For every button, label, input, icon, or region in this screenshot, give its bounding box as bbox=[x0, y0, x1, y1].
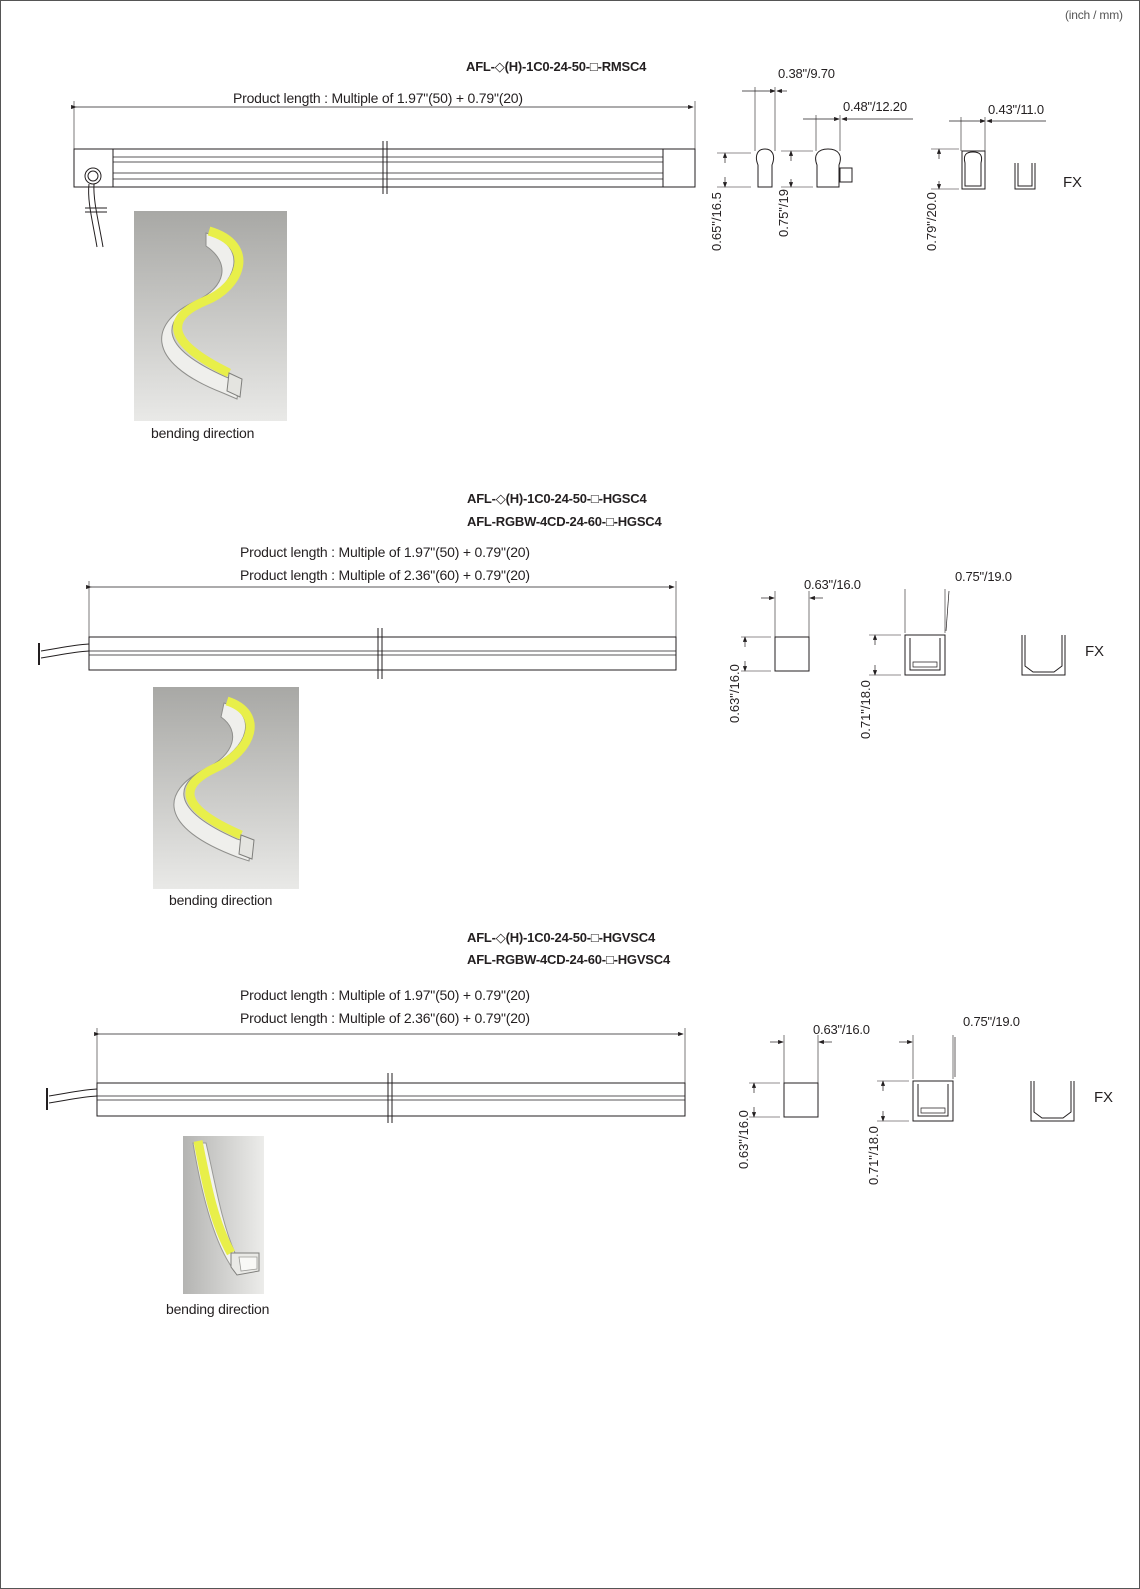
strip-side-view-hgsc4 bbox=[39, 581, 676, 679]
model-code-hgvsc4-b: AFL-RGBW-4CD-24-60-□-HGVSC4 bbox=[467, 952, 670, 967]
bending-caption-2: bending direction bbox=[169, 892, 273, 908]
model-code-hgvsc4-a: AFL-◇(H)-1C0-24-50-□-HGVSC4 bbox=[467, 930, 655, 945]
dim-width-hgvsc4-b: 0.75"/19.0 bbox=[963, 1014, 1020, 1029]
dim-width-hgsc4-a: 0.63"/16.0 bbox=[804, 577, 861, 592]
model-code-hgsc4-b: AFL-RGBW-4CD-24-60-□-HGSC4 bbox=[467, 514, 662, 529]
dim-width-hgvsc4-a: 0.63"/16.0 bbox=[813, 1022, 870, 1037]
dim-width-a: 0.38"/9.70 bbox=[778, 66, 835, 81]
fx-clip-rmsc4 bbox=[1015, 163, 1035, 189]
dim-width-c: 0.43"/11.0 bbox=[988, 102, 1044, 117]
fx-label-rmsc4: FX bbox=[1063, 174, 1082, 191]
units-label: (inch / mm) bbox=[1065, 8, 1123, 22]
dim-height-a: 0.65"/16.5 bbox=[709, 192, 724, 251]
profile-rmsc4-c bbox=[931, 117, 1046, 189]
profile-rmsc4-a bbox=[717, 87, 787, 187]
product-length-hgsc4-a: Product length : Multiple of 1.97"(50) + 0.79"(20) bbox=[240, 544, 530, 560]
bending-caption-3: bending direction bbox=[166, 1301, 270, 1317]
dim-height-hgsc4-a: 0.63"/16.0 bbox=[727, 664, 742, 723]
product-length-rmsc4: Product length : Multiple of 1.97"(50) + 0.79"(20) bbox=[233, 90, 523, 106]
profile-hgsc4-b bbox=[869, 589, 949, 675]
dim-height-hgvsc4-a: 0.63"/16.0 bbox=[736, 1110, 751, 1169]
dim-height-hgvsc4-b: 0.71"/18.0 bbox=[866, 1126, 881, 1185]
model-code-hgsc4-a: AFL-◇(H)-1C0-24-50-□-HGSC4 bbox=[467, 491, 647, 506]
bending-caption-1: bending direction bbox=[151, 425, 255, 441]
product-length-hgsc4-b: Product length : Multiple of 2.36"(60) + 0.79"(20) bbox=[240, 567, 530, 583]
dim-width-hgsc4-b: 0.75"/19.0 bbox=[955, 569, 1012, 584]
profile-rmsc4-b bbox=[781, 115, 913, 187]
fx-label-hgvsc4: FX bbox=[1094, 1089, 1113, 1106]
strip-side-view-hgvsc4 bbox=[47, 1028, 685, 1123]
profile-hgsc4-a bbox=[741, 591, 823, 671]
product-length-hgvsc4-b: Product length : Multiple of 2.36"(60) + 0.79"(20) bbox=[240, 1010, 530, 1026]
model-code-rmsc4: AFL-◇(H)-1C0-24-50-□-RMSC4 bbox=[466, 59, 647, 74]
fx-clip-hgvsc4 bbox=[1031, 1081, 1074, 1121]
bending-photo-1 bbox=[134, 211, 287, 421]
fx-label-hgsc4: FX bbox=[1085, 643, 1104, 660]
bending-photo-2 bbox=[153, 687, 299, 889]
profile-hgvsc4-a bbox=[749, 1035, 832, 1117]
product-length-hgvsc4-a: Product length : Multiple of 1.97"(50) + 0.79"(20) bbox=[240, 987, 530, 1003]
profile-hgvsc4-b bbox=[877, 1035, 955, 1121]
dim-height-hgsc4-b: 0.71"/18.0 bbox=[858, 680, 873, 739]
technical-drawings bbox=[1, 1, 1139, 1588]
dim-width-b: 0.48"/12.20 bbox=[843, 99, 907, 114]
bending-photo-3 bbox=[183, 1136, 264, 1294]
dim-height-b: 0.75"/19 bbox=[776, 189, 791, 237]
fx-clip-hgsc4 bbox=[1022, 635, 1065, 675]
dim-height-c: 0.79"/20.0 bbox=[924, 192, 939, 251]
